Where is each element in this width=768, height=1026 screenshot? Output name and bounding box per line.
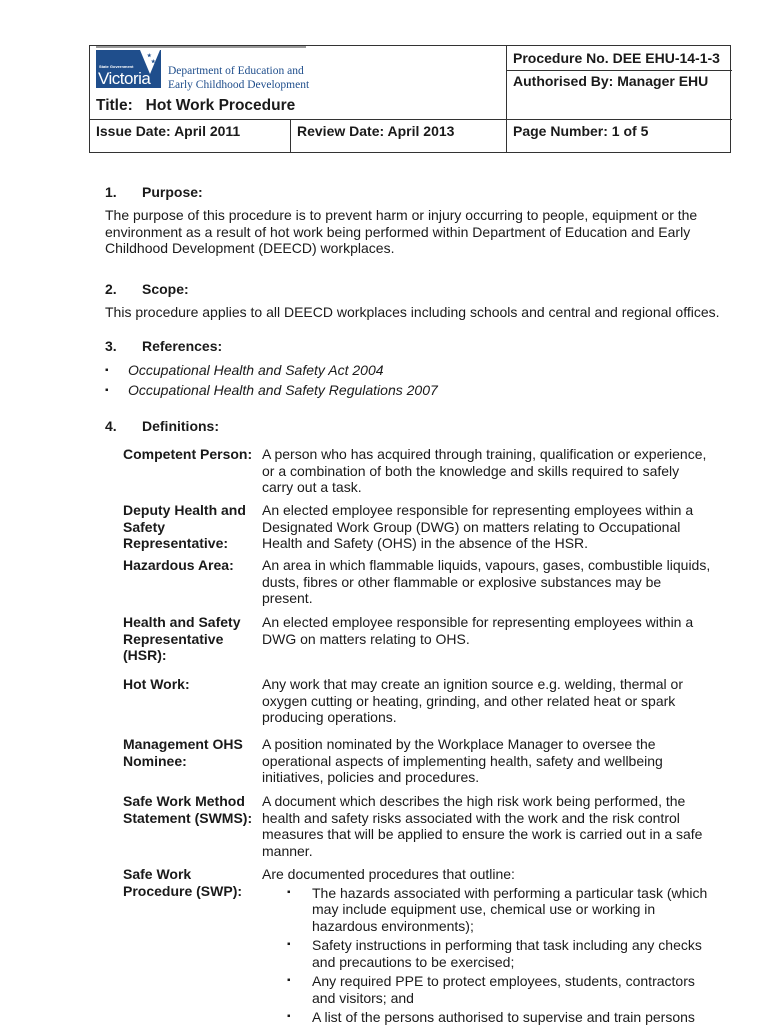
department-name: Department of Education and Early Childhood Development	[168, 65, 310, 91]
swp-item: ▪ The hazards associated with performing a particular task (which may include equipment use, chemical use or working in hazardous environments);	[287, 884, 708, 934]
swp-item: ▪ Safety instructions in performing that task including any checks and precautions to be exercised;	[287, 937, 702, 970]
purpose-text: The purpose of this procedure is to prevent harm or injury occurring to people, equipment or the environment as a result of hot work being performed within Department of Education and Early Childhood Development (DEECD) workplaces.	[105, 207, 698, 256]
swp-item: ▪ A list of the persons authorised to supervise and train persons	[287, 1009, 695, 1025]
logo	[90, 46, 310, 96]
procedure-number: Procedure No. DEE EHU-14-1-3	[513, 50, 720, 66]
authorised-by: Authorised By: Manager EHU	[513, 73, 709, 89]
swp-item: ▪ Any required PPE to protect employees, students, contractors and visitors; and	[287, 973, 695, 1006]
scope-text: This procedure applies to all DEECD workplaces including schools and central and regional offices.	[105, 304, 720, 320]
document-title: Title: Hot Work Procedure	[96, 97, 296, 114]
victoria-logo-icon: ★ ★ State Government Victoria	[96, 50, 161, 88]
reference-item: ▪ Occupational Health and Safety Act 2004	[105, 362, 384, 378]
issue-date: Issue Date: April 2011	[96, 123, 241, 139]
section-heading-references: 3. References:	[105, 338, 223, 354]
section-heading-scope: 2. Scope:	[105, 281, 189, 297]
review-date: Review Date: April 2013	[297, 123, 455, 139]
section-heading-definitions: 4. Definitions:	[105, 418, 219, 434]
section-heading-purpose: 1. Purpose:	[105, 184, 203, 200]
page-number: Page Number: 1 of 5	[513, 123, 649, 139]
logo-rule	[96, 46, 306, 48]
reference-item: ▪ Occupational Health and Safety Regulations 2007	[105, 382, 438, 398]
document-header-table	[89, 45, 731, 153]
